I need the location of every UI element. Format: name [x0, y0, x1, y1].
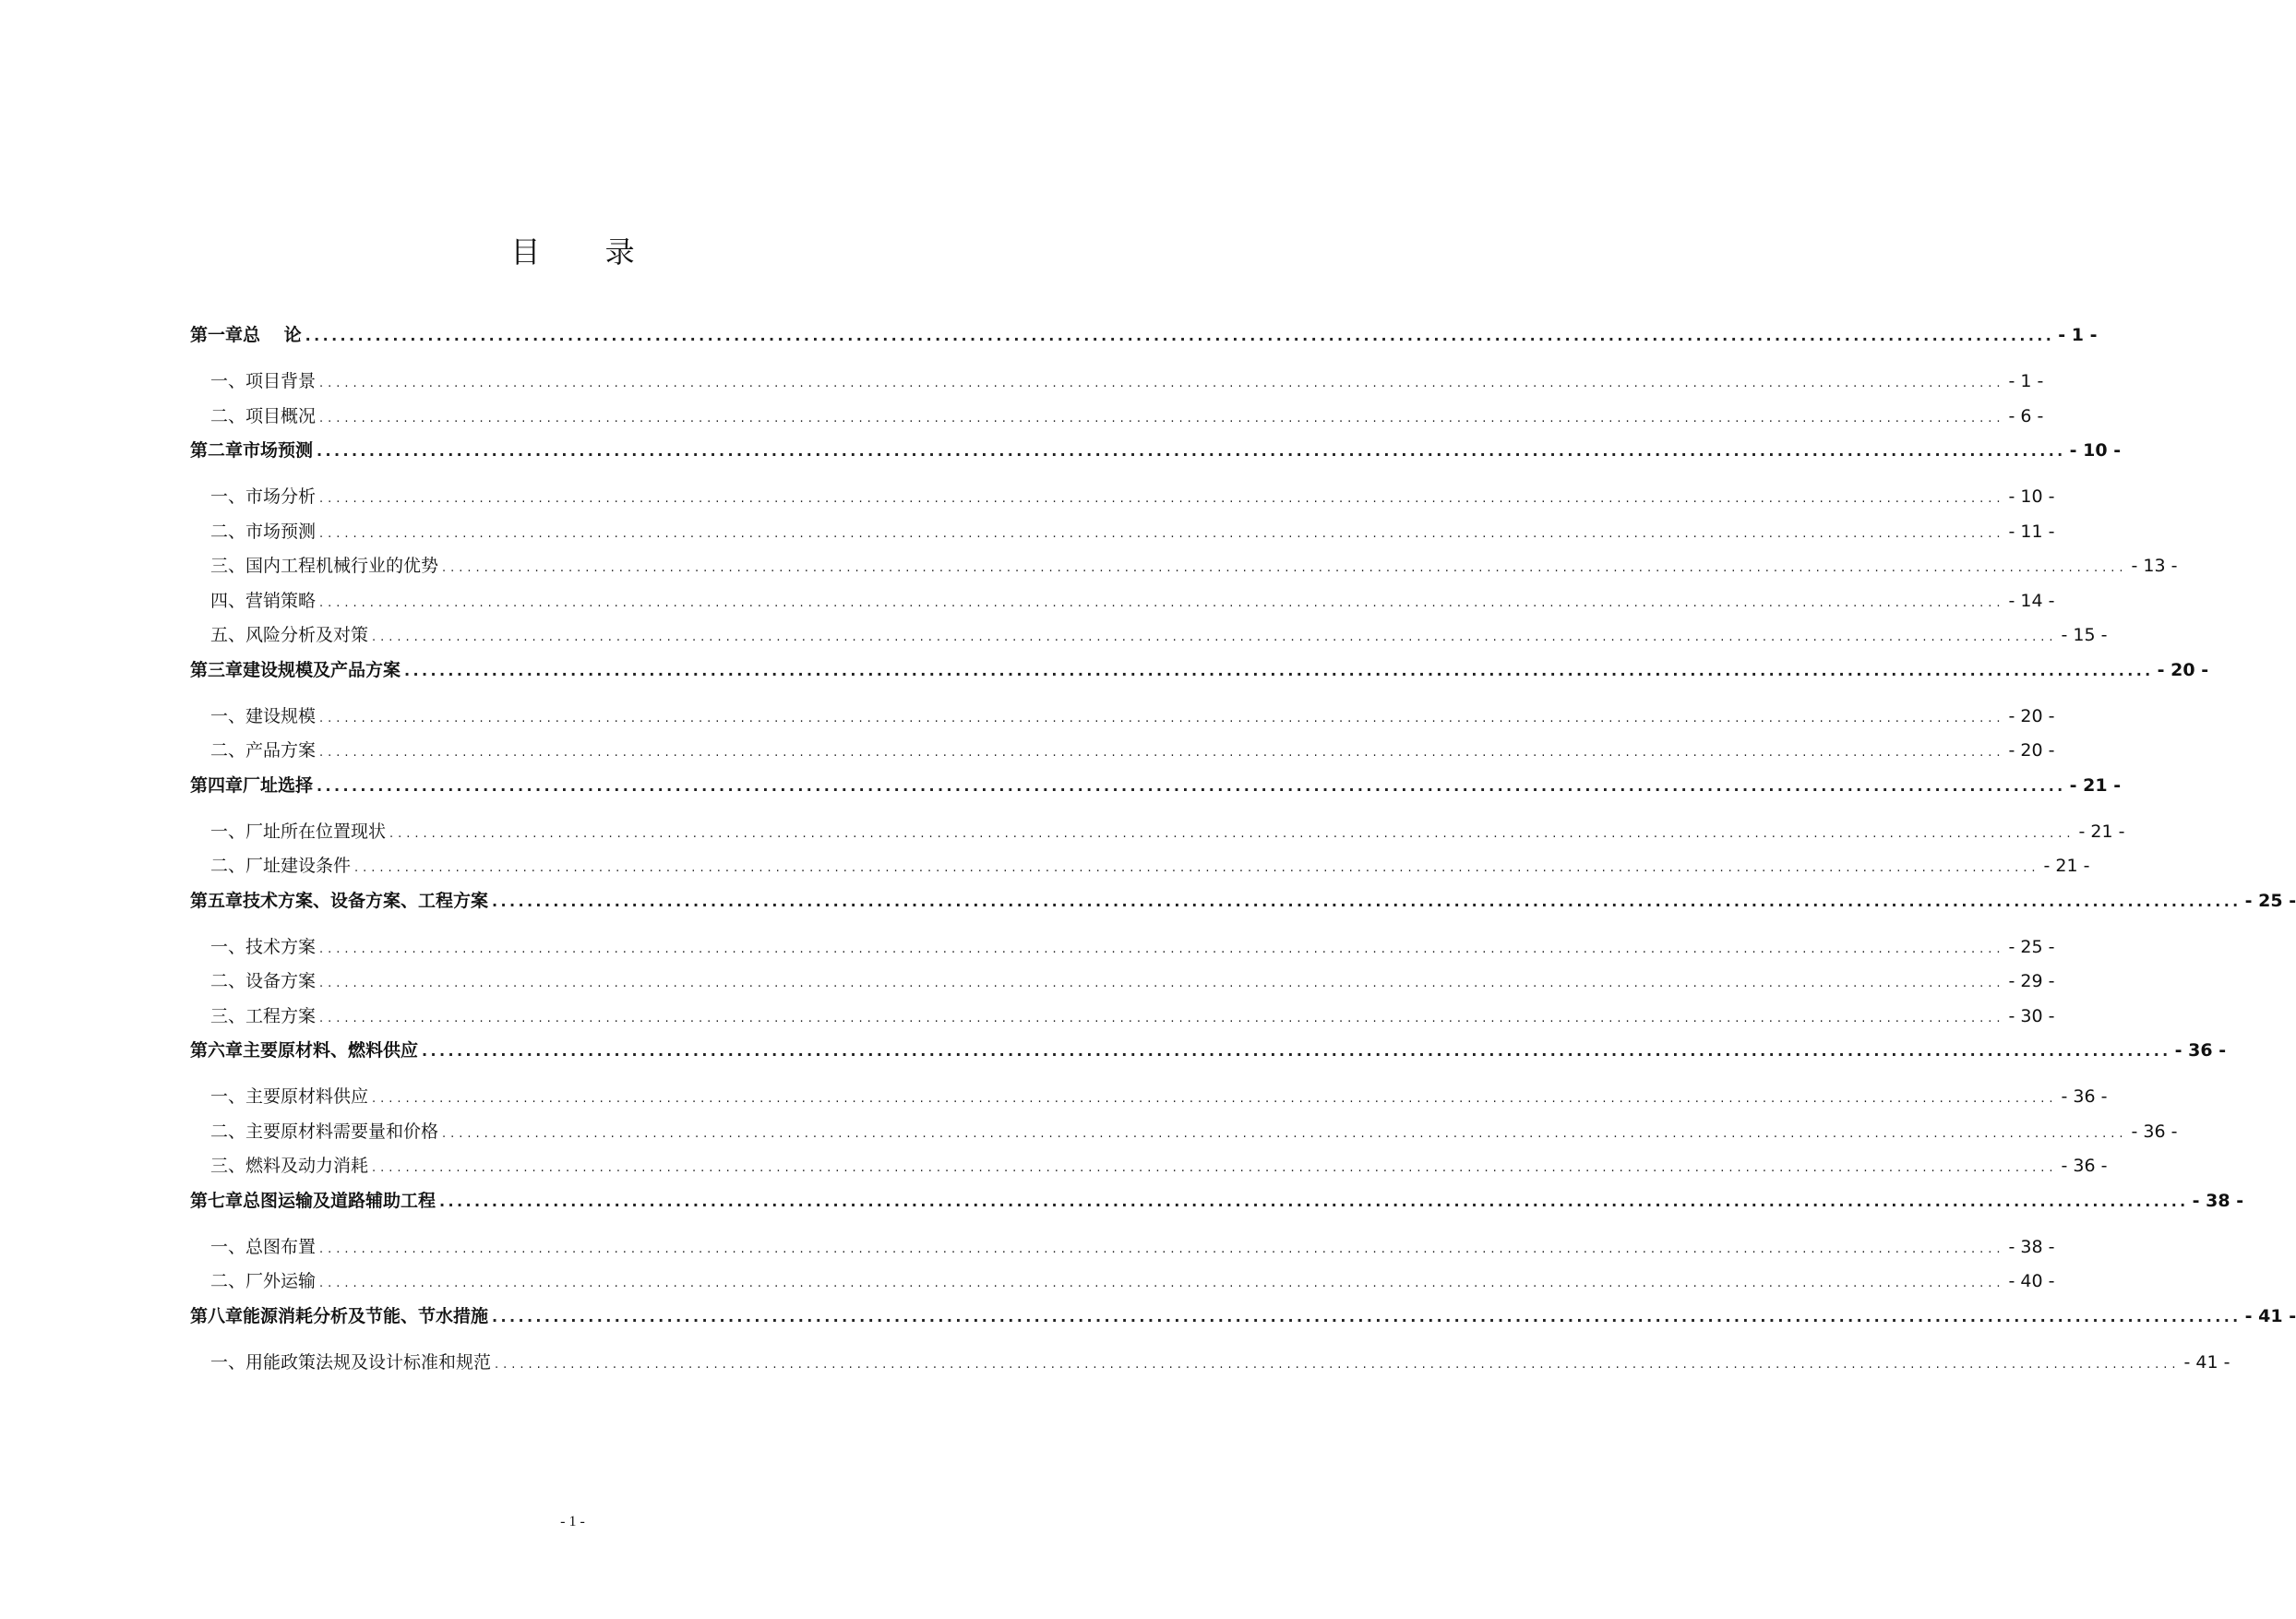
toc-chapter-entry[interactable]: [190, 772, 2122, 818]
toc-section-entry[interactable]: [190, 818, 2125, 853]
toc-entry-title: 二、厂外运输: [210, 1271, 317, 1291]
toc-entry-title: 总图运输及道路辅助工程: [243, 1190, 436, 1211]
toc-entry-title: 主要原材料、燃料供应: [243, 1040, 419, 1061]
dot-leader: ........................................................................................................................................................................................................: [319, 411, 2005, 426]
toc-chapter-number: 第二章: [190, 440, 244, 461]
toc-section-entry[interactable]: [190, 1349, 2230, 1384]
dot-leader: ........................................................................................................................................................................................................: [439, 1192, 2189, 1210]
toc-entry-page: - 6 -: [2008, 405, 2044, 426]
toc-entry-page: - 41 -: [2244, 1305, 2296, 1326]
toc-section-entry[interactable]: [190, 587, 2055, 622]
toc-chapter-entry[interactable]: [190, 1302, 2296, 1349]
toc-entry-page: - 25 -: [2244, 890, 2296, 911]
toc-entry-title: 三、工程方案: [210, 1005, 317, 1026]
toc-chapter-number: 第七章: [190, 1190, 244, 1211]
toc-entry-page: - 21 -: [2078, 821, 2125, 842]
toc-entry-page: - 40 -: [2008, 1271, 2055, 1291]
toc-entry-title: 一、技术方案: [210, 936, 317, 957]
dot-leader: ........................................................................................................................................................................................................: [404, 661, 2154, 679]
dot-leader: ........................................................................................................................................................................................................: [305, 327, 2055, 344]
toc-entry-page: - 38 -: [2192, 1190, 2244, 1211]
dot-leader: ........................................................................................................................................................................................................: [442, 1126, 2128, 1141]
toc-section-entry[interactable]: [190, 621, 2108, 656]
dot-leader: ........................................................................................................................................................................................................: [389, 826, 2075, 841]
dot-leader: ........................................................................................................................................................................................................: [492, 1307, 2242, 1325]
toc-entry-title: 一、主要原材料供应: [210, 1086, 369, 1107]
toc-entry-title: 二、主要原材料需要量和价格: [210, 1121, 439, 1142]
page-number: - 1 -: [560, 1514, 585, 1529]
toc-entry-page: - 13 -: [2131, 556, 2178, 576]
toc-entry-page: - 38 -: [2008, 1236, 2055, 1257]
dot-leader: ........................................................................................................................................................................................................: [372, 630, 2058, 644]
toc-section-entry[interactable]: [190, 933, 2055, 968]
toc-section-entry[interactable]: [190, 702, 2055, 738]
dot-leader: ........................................................................................................................................................................................................: [354, 861, 2040, 875]
toc-entry-title: 四、营销策略: [210, 590, 317, 611]
toc-chapter-entry[interactable]: [190, 1037, 2227, 1083]
dot-leader: ........................................................................................................................................................................................................: [319, 977, 2005, 990]
toc-entry-page: - 1 -: [2058, 325, 2098, 345]
toc-entry-page: - 41 -: [2183, 1351, 2230, 1373]
toc-entry-title: 三、燃料及动力消耗: [210, 1156, 369, 1176]
toc-entry-title: 一、建设规模: [210, 705, 317, 726]
dot-leader: ........................................................................................................................................................................................................: [319, 492, 2005, 506]
toc-entry-title: 二、设备方案: [210, 971, 317, 991]
toc-entry-title: 一、项目背景: [210, 371, 317, 391]
toc-entry-title: 三、国内工程机械行业的优势: [210, 556, 439, 576]
dot-leader: ........................................................................................................................................................................................................: [422, 1042, 2171, 1060]
toc-chapter-entry[interactable]: [190, 887, 2296, 933]
dot-leader: ........................................................................................................................................................................................................: [319, 746, 2005, 760]
toc-section-entry[interactable]: [190, 367, 2044, 402]
table-of-contents: [190, 321, 2296, 1383]
toc-entry-title: 一、总图布置: [210, 1236, 317, 1257]
toc-section-entry[interactable]: [190, 1233, 2055, 1268]
toc-entry-page: - 20 -: [2008, 705, 2055, 726]
toc-chapter-number: 第六章: [190, 1040, 244, 1061]
toc-entry-title: 二、厂址建设条件: [210, 856, 352, 876]
toc-entry-page: - 29 -: [2008, 971, 2055, 991]
toc-entry-title: 市场预测: [243, 440, 314, 461]
toc-entry-title: 一、用能政策法规及设计标准和规范: [210, 1351, 492, 1373]
dot-leader: ........................................................................................................................................................................................................: [372, 1161, 2058, 1175]
page-title: 目 录: [510, 234, 663, 270]
toc-entry-title: 厂址选择: [243, 774, 314, 796]
toc-entry-title: 一、厂址所在位置现状: [210, 821, 387, 842]
toc-entry-page: - 10 -: [2008, 486, 2055, 507]
toc-entry-page: - 21 -: [2043, 856, 2090, 876]
toc-entry-page: - 30 -: [2008, 1005, 2055, 1026]
toc-section-entry[interactable]: [190, 1002, 2055, 1037]
dot-leader: ........................................................................................................................................................................................................: [319, 526, 2005, 541]
toc-section-entry[interactable]: [190, 852, 2090, 887]
toc-section-entry[interactable]: [190, 1083, 2108, 1118]
toc-entry-page: - 20 -: [2008, 740, 2055, 761]
toc-section-entry[interactable]: [190, 1267, 2055, 1302]
toc-section-entry[interactable]: [190, 552, 2178, 587]
toc-chapter-number: 第八章: [190, 1305, 244, 1326]
toc-entry-page: - 36 -: [2061, 1086, 2108, 1107]
dot-leader: ........................................................................................................................................................................................................: [319, 941, 2005, 956]
dot-leader: ........................................................................................................................................................................................................: [495, 1357, 2181, 1372]
toc-chapter-entry[interactable]: [190, 656, 2209, 702]
dot-leader: ........................................................................................................................................................................................................: [319, 595, 2005, 610]
toc-entry-page: - 15 -: [2061, 625, 2108, 645]
dot-leader: ........................................................................................................................................................................................................: [319, 1011, 2005, 1025]
dot-leader: ........................................................................................................................................................................................................: [442, 561, 2128, 575]
toc-section-entry[interactable]: [190, 1152, 2108, 1187]
toc-entry-page: - 14 -: [2008, 590, 2055, 611]
toc-entry-page: - 21 -: [2069, 774, 2122, 796]
toc-entry-title: 总 论: [243, 325, 302, 345]
dot-leader: ........................................................................................................................................................................................................: [319, 1277, 2005, 1290]
toc-chapter-entry[interactable]: [190, 321, 2098, 367]
toc-section-entry[interactable]: [190, 1118, 2178, 1153]
dot-leader: ........................................................................................................................................................................................................: [319, 711, 2005, 726]
dot-leader: ........................................................................................................................................................................................................: [492, 892, 2242, 910]
toc-section-entry[interactable]: [190, 402, 2044, 438]
dot-leader: ........................................................................................................................................................................................................: [372, 1092, 2058, 1106]
toc-entry-title: 技术方案、设备方案、工程方案: [243, 890, 489, 911]
toc-section-entry[interactable]: [190, 518, 2055, 553]
toc-entry-title: 二、产品方案: [210, 740, 317, 761]
toc-entry-title: 五、风险分析及对策: [210, 625, 369, 645]
toc-entry-title: 建设规模及产品方案: [243, 659, 401, 680]
dot-leader: ........................................................................................................................................................................................................: [317, 442, 2066, 460]
toc-entry-title: 二、项目概况: [210, 405, 317, 426]
toc-entry-page: - 36 -: [2174, 1040, 2227, 1061]
toc-section-entry[interactable]: [190, 737, 2055, 772]
toc-chapter-number: 第五章: [190, 890, 244, 911]
toc-entry-page: - 20 -: [2157, 659, 2209, 680]
toc-section-entry[interactable]: [190, 483, 2055, 518]
toc-entry-page: - 10 -: [2069, 440, 2122, 461]
dot-leader: ........................................................................................................................................................................................................: [319, 377, 2005, 390]
toc-entry-title: 一、市场分析: [210, 486, 317, 507]
dot-leader: ........................................................................................................................................................................................................: [317, 776, 2066, 795]
toc-entry-page: - 36 -: [2061, 1156, 2108, 1176]
toc-chapter-entry[interactable]: [190, 1187, 2244, 1233]
dot-leader: ........................................................................................................................................................................................................: [319, 1241, 2005, 1256]
toc-entry-page: - 11 -: [2008, 521, 2055, 542]
toc-chapter-number: 第四章: [190, 774, 244, 796]
toc-section-entry[interactable]: [190, 967, 2055, 1002]
toc-chapter-number: 第三章: [190, 659, 244, 680]
toc-chapter-number: 第一章: [190, 325, 244, 345]
toc-entry-page: - 36 -: [2131, 1121, 2178, 1142]
toc-chapter-entry[interactable]: [190, 437, 2122, 483]
toc-entry-title: 二、市场预测: [210, 521, 317, 542]
toc-entry-page: - 1 -: [2008, 371, 2044, 391]
toc-entry-title: 能源消耗分析及节能、节水措施: [243, 1305, 489, 1326]
toc-entry-page: - 25 -: [2008, 936, 2055, 957]
